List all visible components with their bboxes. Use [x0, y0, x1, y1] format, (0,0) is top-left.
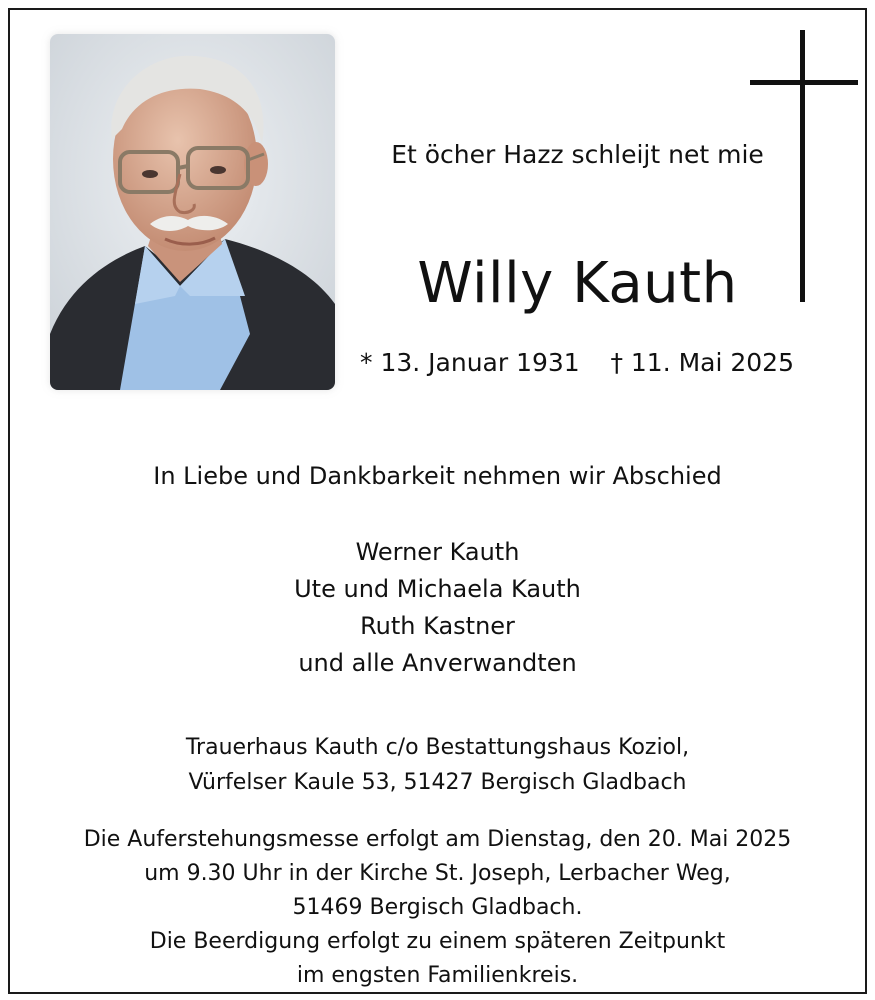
mourner-name: Ute und Michaela Kauth [294, 575, 581, 603]
mourners-list [10, 534, 865, 682]
service-line: im engsten Familienkreis. [296, 963, 579, 988]
cross-vertical-bar [800, 30, 805, 302]
death-date: † 11. Mai 2025 [610, 348, 794, 377]
address-line: Vürfelser Kaule 53, 51427 Bergisch Gladbach [188, 770, 687, 795]
service-line: 51469 Bergisch Gladbach. [292, 895, 583, 920]
address-line: Trauerhaus Kauth c/o Bestattungshaus Koziol, [185, 735, 690, 760]
portrait-photo [50, 34, 335, 390]
birth-date: * 13. Januar 1931 [360, 348, 580, 377]
mourner-name: Ruth Kastner [360, 612, 515, 640]
service-details [10, 823, 865, 993]
cross-horizontal-bar [750, 80, 858, 85]
service-line: Die Beerdigung erfolgt zu einem späteren Zeitpunkt [149, 929, 726, 954]
service-line: Die Auferstehungsmesse erfolgt am Dienstag, den 20. Mai 2025 [83, 827, 792, 852]
farewell-line: In Liebe und Dankbarkeit nehmen wir Abschied [153, 462, 722, 490]
service-line: um 9.30 Uhr in der Kirche St. Joseph, Lerbacher Weg, [144, 861, 731, 886]
mourning-house-address [10, 730, 865, 800]
motto: Et öcher Hazz schleijt net mie [391, 140, 764, 169]
mourner-name: und alle Anverwandten [298, 649, 577, 677]
mourner-name: Werner Kauth [355, 538, 520, 566]
farewell-text [10, 458, 865, 494]
deceased-name: Willy Kauth [417, 251, 738, 316]
